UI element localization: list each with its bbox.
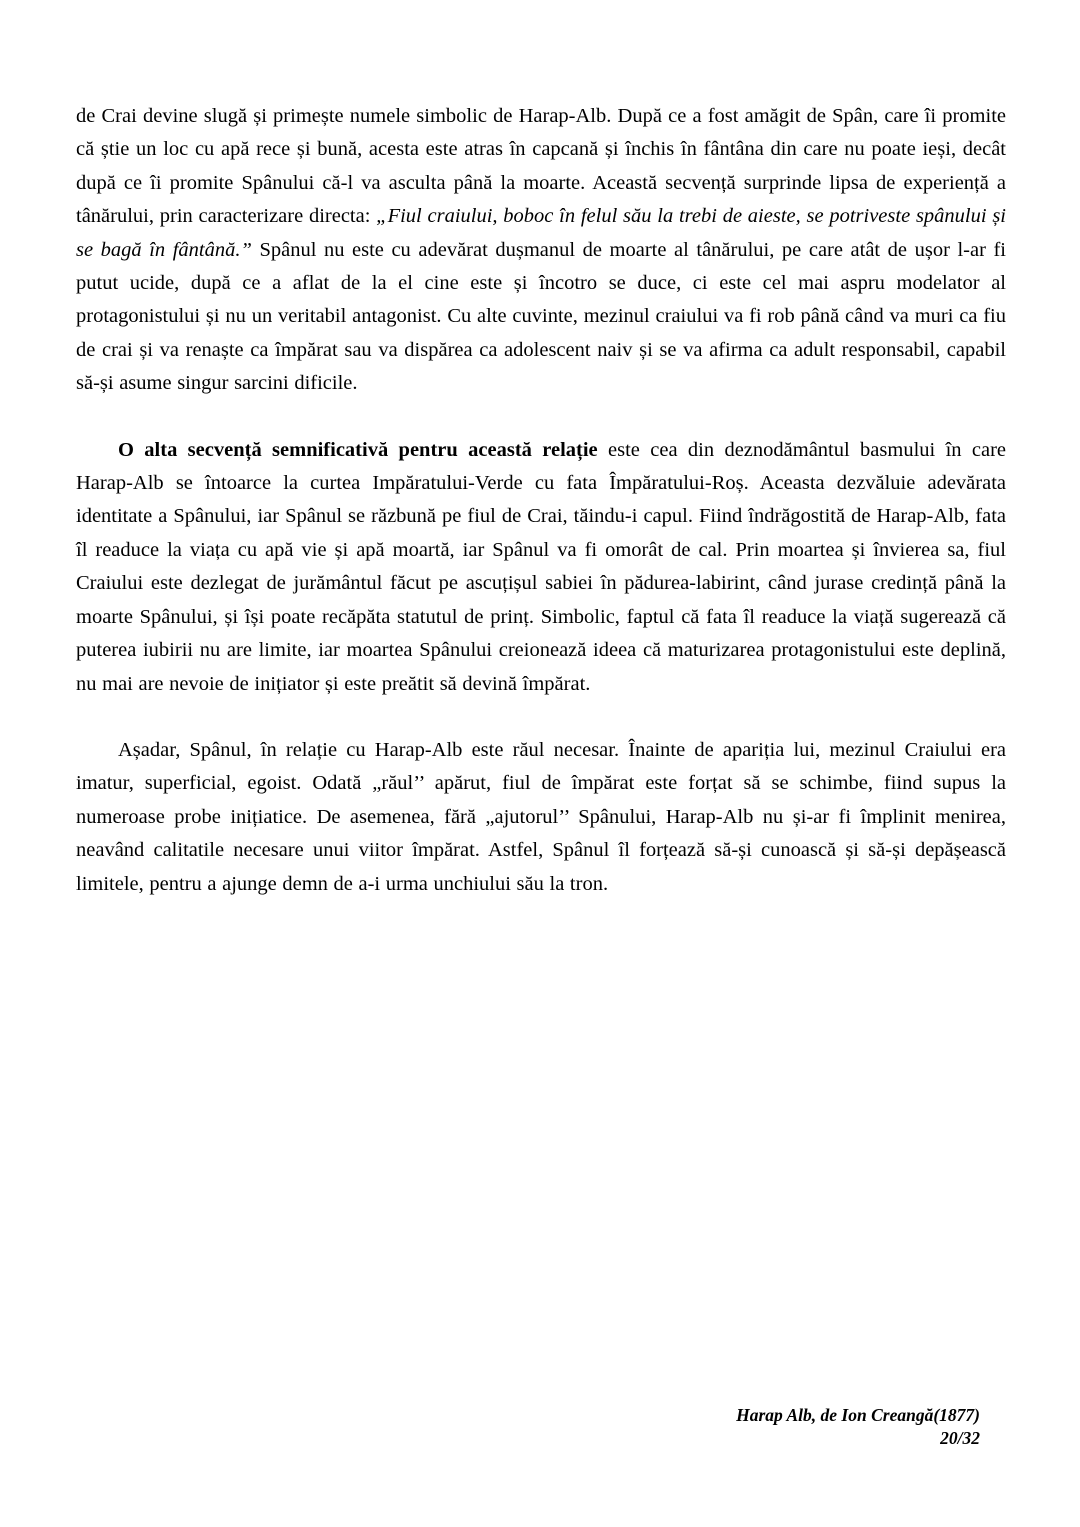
paragraph-3-text: Așadar, Spânul, în relație cu Harap-Alb este răul necesar. Înainte de apariția lui, mezinul Craiului era imatur, superficial, egoist. Odată „răul’’ apărut, fiul de împărat este forțat să se schimbe, fiind supus la numeroase probe inițiatice. De asemenea, fără „ajutorul’’ Spânului, Harap-Alb nu și-ar fi împlinit menirea, neavând calitatile necesare unui viitor împărat. Astfel, Spânul îl forțează să-și cunoască și să-și depășească limitele, pentru a ajunge demn de a-i urma unchiului său la tron. xyxy=(76,738,1006,895)
paragraph-1 xyxy=(76,100,1006,401)
paragraph-1-italic-quote: „Fiul craiului, boboc în felul său la trebi de aieste, se potriveste spânului și se bagă în fântână.” xyxy=(76,205,1006,261)
paragraph-2-text: este cea din deznodământul basmului în care Harap-Alb se întoarce la curtea Impăratului-Verde cu fata Împăratului-Roș. Aceasta dezvăluie adevărata identitate a Spânului, iar Spânul se răzbună pe fiul de Crai, tăindu-i capul. Fiind îndrăgostită de Harap-Alb, fata îl readuce la viața cu apă vie și apă moartă, iar Spânul va fi omorât de cal. Prin moartea și învierea sa, fiul Craiului este dezlegat de jurământul făcut pe ascuțișul sabiei în pădurea-labirint, când jurase credință până la moarte Spânului, și își poate recăpăta statutul de prinț. Simbolic, faptul că fata îl readuce la viață sugerează că puterea iubirii nu are limite, iar moartea Spânului creionează ideea că maturizarea protagonistului este deplină, nu mai are nevoie de inițiator și este preătit să devină împărat. xyxy=(76,438,1006,695)
paragraph-2 xyxy=(76,434,1006,701)
page-body-text xyxy=(76,100,1006,934)
footer-page-number: 20/32 xyxy=(940,1428,980,1448)
paragraph-1-text-after-quote: Spânul nu este cu adevărat dușmanul de moarte al tânărului, pe care atât de ușor l-ar fi putut ucide, după ce a aflat de la el cine este și încotro se duce, ci este cel mai aspru modelator al protagonistului și nu un veritabil antagonist. Cu alte cuvinte, mezinul craiului va fi rob până când va muri ca fiu de crai și va renaște ca împărat sau va dispărea ca adolescent naiv și se va afirma ca adult responsabil, capabil să-și asume singur sarcini dificile. xyxy=(76,238,1006,395)
footer-source-title: Harap Alb, de Ion Creangă(1877) xyxy=(736,1405,980,1425)
paragraph-3 xyxy=(76,734,1006,901)
paragraph-1-text-before-quote: de Crai devine slugă și primește numele simbolic de Harap-Alb. După ce a fost amăgit de Spân, care îi promite că știe un loc cu apă rece și bună, acesta este atras în capcană și închis în fântâna din care nu poate ieși, decât după ce îi promite Spânului că-l va asculta până la moarte. Această secvență surprinde lipsa de experiență a tânărului, prin caracterizare directa: xyxy=(76,105,1006,228)
page-footer xyxy=(736,1404,980,1450)
paragraph-2-bold-lead: O alta secvență semnificativă pentru această relație xyxy=(118,438,598,461)
